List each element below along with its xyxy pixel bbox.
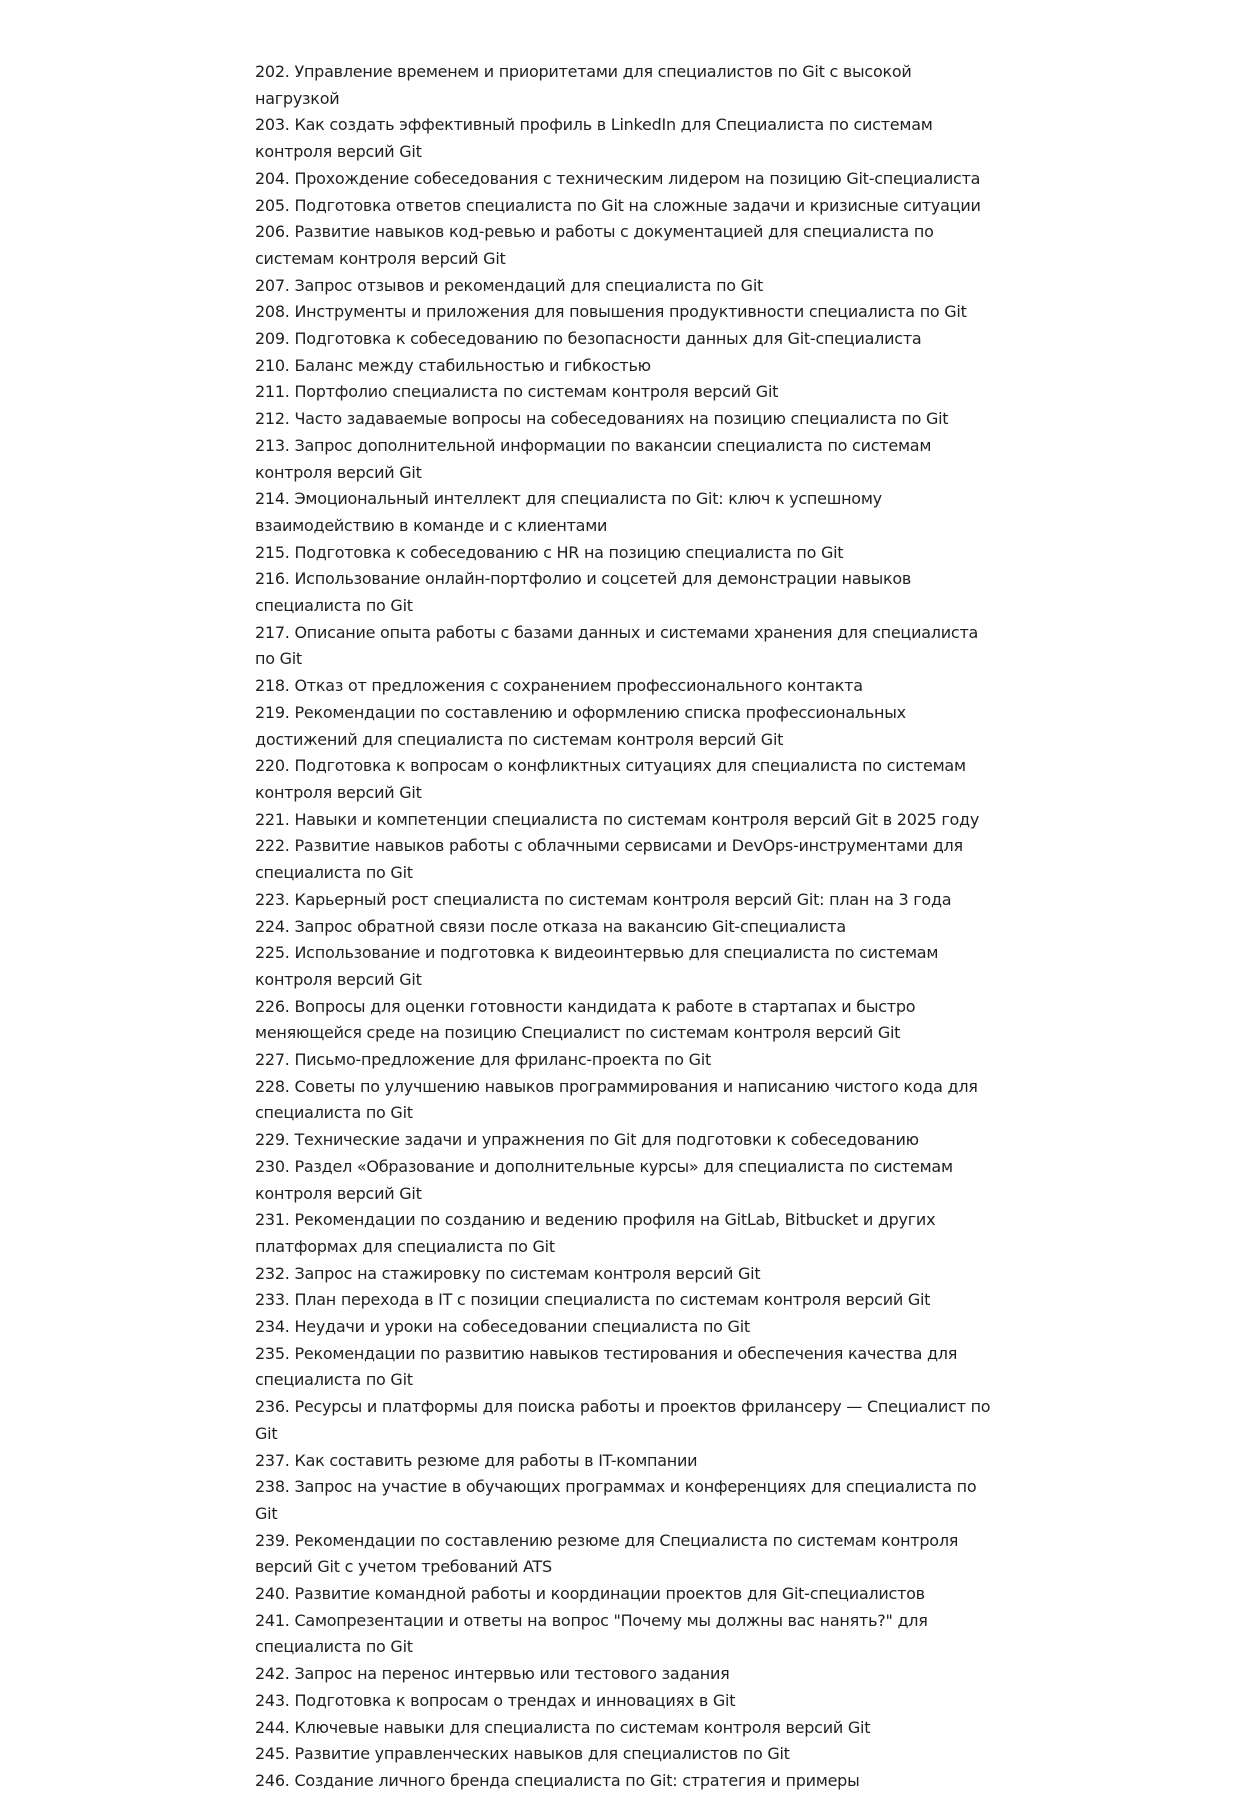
document-page <box>255 59 995 1795</box>
list-item: 219. Рекомендации по составлению и оформлению списка профессиональных достижений для специалиста по системам контроля версий Git <box>255 702 906 749</box>
list-item: 224. Запрос обратной связи после отказа на вакансию Git-специалиста <box>255 916 846 936</box>
list-item: 223. Карьерный рост специалиста по системам контроля версий Git: план на 3 года <box>255 889 952 909</box>
list-item: 205. Подготовка ответов специалиста по Git на сложные задачи и кризисные ситуации <box>255 195 981 215</box>
list-item: 213. Запрос дополнительной информации по вакансии специалиста по системам контроля версий Git <box>255 435 932 482</box>
list-item: 202. Управление временем и приоритетами для специалистов по Git с высокой нагрузкой <box>255 62 912 108</box>
list-item: 217. Описание опыта работы с базами данных и системами хранения для специалиста по Git <box>255 622 979 669</box>
list-item: 233. План перехода в IT с позиции специалиста по системам контроля версий Git <box>255 1290 931 1310</box>
list-item: 231. Рекомендации по созданию и ведению профиля на GitLab, Bitbucket и других платформах для специалиста по Git <box>255 1210 936 1256</box>
list-item: 226. Вопросы для оценки готовности кандидата к работе в стартапах и быстро меняющейся среде на позицию Специалист по системам контроля версий Git <box>255 996 916 1043</box>
list-item: 228. Советы по улучшению навыков программирования и написанию чистого кода для специалиста по Git <box>255 1076 978 1123</box>
list-item: 210. Баланс между стабильностью и гибкостью <box>255 355 651 375</box>
list-item: 204. Прохождение собеседования с техническим лидером на позицию Git-специалиста <box>255 168 981 188</box>
list-item: 227. Письмо-предложение для фриланс-проекта по Git <box>255 1050 711 1070</box>
list-item: 239. Рекомендации по составлению резюме для Специалиста по системам контроля версий Git с учетом требований ATS <box>255 1530 959 1577</box>
list-item: 244. Ключевые навыки для специалиста по системам контроля версий Git <box>255 1717 871 1737</box>
list-item: 232. Запрос на стажировку по системам контроля версий Git <box>255 1263 761 1283</box>
list-item: 236. Ресурсы и платформы для поиска работы и проектов фрилансеру — Специалист по Git <box>255 1397 991 1443</box>
list-item: 229. Технические задачи и упражнения по Git для подготовки к собеседованию <box>255 1130 919 1150</box>
list-item: 208. Инструменты и приложения для повышения продуктивности специалиста по Git <box>255 302 967 322</box>
list-item: 221. Навыки и компетенции специалиста по системам контроля версий Git в 2025 году <box>255 809 980 829</box>
list-item: 241. Самопрезентации и ответы на вопрос "Почему мы должны вас нанять?" для специалиста по Git <box>255 1610 928 1657</box>
list-item: 215. Подготовка к собеседованию с HR на позицию специалиста по Git <box>255 542 844 562</box>
list-item: 225. Использование и подготовка к видеоинтервью для специалиста по системам контроля версий Git <box>255 943 939 989</box>
list-item: 243. Подготовка к вопросам о трендах и инновациях в Git <box>255 1690 736 1710</box>
list-item: 212. Часто задаваемые вопросы на собеседованиях на позицию специалиста по Git <box>255 409 949 429</box>
list-item: 207. Запрос отзывов и рекомендаций для специалиста по Git <box>255 275 764 295</box>
list-item: 245. Развитие управленческих навыков для специалистов по Git <box>255 1744 790 1764</box>
list-item: 209. Подготовка к собеседованию по безопасности данных для Git-специалиста <box>255 329 922 349</box>
list-item: 216. Использование онлайн-портфолио и соцсетей для демонстрации навыков специалиста по Git <box>255 569 912 616</box>
list-item: 214. Эмоциональный интеллект для специалиста по Git: ключ к успешному взаимодействию в команде и с клиентами <box>255 489 882 535</box>
list-item: 237. Как составить резюме для работы в IT-компании <box>255 1450 698 1470</box>
list-item: 234. Неудачи и уроки на собеседовании специалиста по Git <box>255 1317 750 1337</box>
topic-list <box>255 59 995 1795</box>
list-item: 220. Подготовка к вопросам о конфликтных ситуациях для специалиста по системам контроля версий Git <box>255 756 966 802</box>
list-item: 218. Отказ от предложения с сохранением профессионального контакта <box>255 676 863 696</box>
list-item: 235. Рекомендации по развитию навыков тестирования и обеспечения качества для специалиста по Git <box>255 1343 958 1390</box>
list-item: 222. Развитие навыков работы с облачными сервисами и DevOps-инструментами для специалиста по Git <box>255 836 963 883</box>
list-item: 203. Как создать эффективный профиль в LinkedIn для Специалиста по системам контроля версий Git <box>255 115 933 162</box>
list-item: 246. Создание личного бренда специалиста по Git: стратегия и примеры <box>255 1771 860 1790</box>
list-item: 211. Портфолио специалиста по системам контроля версий Git <box>255 382 779 402</box>
list-item: 240. Развитие командной работы и координации проектов для Git-специалистов <box>255 1584 925 1604</box>
list-item: 242. Запрос на перенос интервью или тестового задания <box>255 1664 730 1684</box>
list-item: 238. Запрос на участие в обучающих программах и конференциях для специалиста по Git <box>255 1477 977 1523</box>
list-item: 230. Раздел «Образование и дополнительные курсы» для специалиста по системам контроля версий Git <box>255 1156 953 1203</box>
list-item: 206. Развитие навыков код-ревью и работы с документацией для специалиста по системам контроля версий Git <box>255 222 934 268</box>
